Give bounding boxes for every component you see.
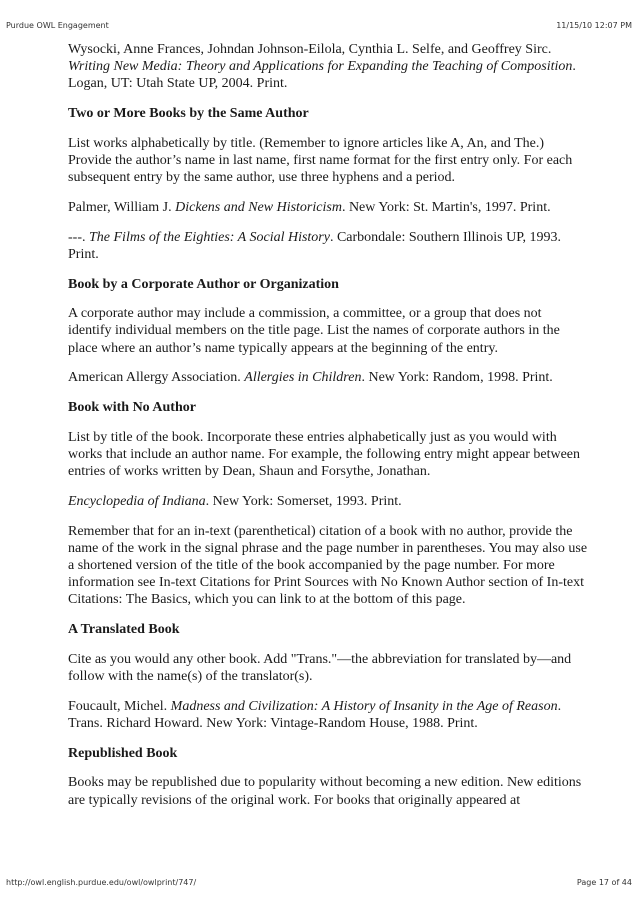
translated-instructions — [68, 651, 588, 685]
italic-title: Allergies in Children — [244, 370, 362, 386]
text-run: List works alphabetically by title. (Remember to ignore articles like A, An, and The.) Provide the author’s name in last name, first name format for the first entry only. For each subsequent entry by the same author, use three hyphens and a period. — [68, 135, 573, 186]
text-run: List by title of the book. Incorporate these entries alphabetically just as you would with works that include an author name. For example, the following entry might appear between entries of works written by Dean, Shaun and Forsythe, Jonathan. — [68, 429, 581, 480]
text-run: Palmer, William J. — [68, 199, 176, 215]
italic-title: Writing New Media: Theory and Applications for Expanding the Teaching of Composition — [68, 59, 573, 75]
header-site-title: Purdue OWL Engagement — [6, 21, 109, 30]
foucault-entry — [68, 698, 588, 732]
indiana-entry — [68, 493, 588, 510]
text-run: . Logan, UT: Utah State UP, 2004. Print. — [68, 59, 576, 92]
footer-page-number: Page 17 of 44 — [576, 878, 632, 887]
in-text-note — [68, 523, 588, 609]
films-entry — [68, 229, 588, 263]
italic-title: The Films of the Eighties: A Social History — [89, 229, 330, 245]
allergy-entry — [68, 369, 588, 386]
document-body — [68, 41, 588, 821]
text-run: A corporate author may include a commission, a committee, or a group that does not identify individual members on the title page. List the names of corporate authors in the place where an author’s name typically appears at the beginning of the entry. — [68, 306, 560, 356]
corporate-instructions — [68, 305, 588, 357]
republished-instructions — [68, 774, 588, 808]
republished-heading: Republished Book — [68, 745, 178, 761]
corporate-heading: Book by a Corporate Author or Organization — [68, 276, 339, 292]
text-run: . New York: Somerset, 1993. Print. — [205, 493, 402, 509]
no-author-instructions — [68, 429, 588, 481]
text-run: Books may be republished due to popularity without becoming a new edition. New editions are typically revisions of the original work. For books that originally appeared at — [68, 775, 582, 808]
text-run: Foucault, Michel. — [68, 698, 171, 714]
italic-title: Dickens and New Historicism — [175, 199, 342, 215]
header-timestamp: 11/15/10 12:07 PM — [556, 21, 632, 30]
wysocki-entry — [68, 41, 588, 93]
footer-url: http://owl.english.purdue.edu/owl/owlprint/747/ — [6, 878, 197, 887]
two-books-heading: Two or More Books by the Same Author — [68, 106, 309, 122]
text-run: Cite as you would any other book. Add "Trans."—the abbreviation for translated by—and follow with the name(s) of the translator(s). — [68, 651, 572, 684]
text-run: . New York: St. Martin's, 1997. Print. — [341, 199, 551, 215]
italic-title: Encyclopedia of Indiana — [68, 493, 206, 509]
text-run: . Trans. Richard Howard. New York: Vintage-Random House, 1988. Print. — [68, 698, 562, 731]
text-run: Wysocki, Anne Frances, Johndan Johnson-Eilola, Cynthia L. Selfe, and Geoffrey Sirc. — [68, 42, 552, 57]
two-books-instructions — [68, 135, 588, 187]
italic-title: Madness and Civilization: A History of Insanity in the Age of Reason — [170, 698, 558, 714]
text-run: Remember that for an in-text (parenthetical) citation of a book with no author, provide the name of the work in the signal phrase and the page number in parentheses. You may also use a shortened version of the title of the book accompanied by the page number. For more information see In-text Citations for Print Sources with No Known Author section of In-text Citations: The Basics, which you can link to at the bottom of this page. — [68, 523, 588, 608]
text-run: American Allergy Association. — [68, 370, 245, 386]
text-run: . New York: Random, 1998. Print. — [361, 370, 553, 386]
text-run: . Carbondale: Southern Illinois UP, 1993. Print. — [68, 229, 561, 262]
text-run: ---. — [68, 229, 89, 245]
palmer-entry — [68, 199, 588, 216]
no-author-heading: Book with No Author — [68, 400, 196, 416]
translated-heading: A Translated Book — [68, 622, 180, 638]
